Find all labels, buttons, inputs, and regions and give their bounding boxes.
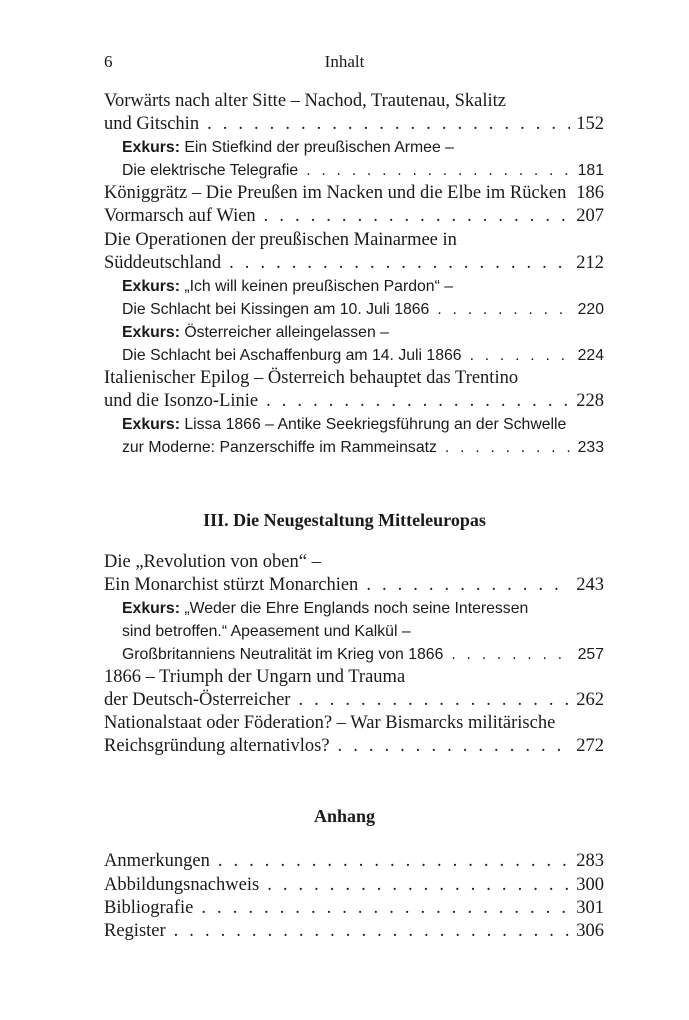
toc-page-number: 181 — [577, 162, 604, 180]
toc-page-number: 152 — [576, 114, 604, 135]
leader-dots — [207, 113, 570, 136]
toc-entry-title-end: Süddeutschland — [104, 253, 222, 274]
exkurs-label: Exkurs: — [122, 416, 180, 433]
toc-entry-title: Bibliografie — [104, 898, 194, 918]
toc-entry[interactable] — [104, 874, 604, 897]
leader-dots — [470, 344, 572, 367]
section-heading: III. Die Neugestaltung Mitteleuropas — [203, 510, 486, 530]
toc-entry-title-end: zur Moderne: Panzerschiffe im Rammeinsatz — [122, 439, 437, 457]
leader-dots — [267, 874, 570, 897]
toc-page-number: 228 — [576, 391, 604, 412]
toc-exkurs-entry[interactable] — [122, 136, 604, 182]
toc-page-number: 186 — [576, 183, 604, 203]
toc-exkurs-entry[interactable] — [122, 597, 604, 667]
running-head: Inhalt — [324, 52, 365, 71]
toc-entry-title: 1866 – Triumph der Ungarn und Trauma — [104, 667, 406, 687]
toc-page-number: 220 — [577, 301, 604, 319]
toc-page-number: 207 — [576, 206, 604, 226]
toc-page-number: 224 — [577, 347, 604, 365]
toc-exkurs-entry[interactable] — [122, 413, 604, 459]
toc-entry-title: Lissa 1866 – Antike Seekriegsführung an der Schwelle — [179, 416, 567, 433]
section-heading: Anhang — [313, 806, 376, 826]
leader-dots — [266, 390, 570, 413]
toc-page-number: 243 — [576, 575, 604, 596]
toc-entry-title: „Ich will keinen preußischen Pardon“ – — [179, 278, 454, 295]
leader-dots — [338, 735, 571, 758]
toc-entry[interactable] — [104, 897, 604, 920]
toc-entry-title: Vorwärts nach alter Sitte – Nachod, Trautenau, Skalitz — [104, 91, 506, 111]
leader-dots — [445, 436, 572, 459]
exkurs-label: Exkurs: — [122, 139, 180, 156]
toc-entry-title-end: und Gitschin — [104, 114, 200, 135]
toc-entry-title: Ein Stiefkind der preußischen Armee – — [179, 139, 454, 156]
toc-entry-title: Die Operationen der preußischen Mainarmee in — [104, 230, 457, 250]
page-number: 6 — [104, 52, 113, 71]
toc-entry[interactable] — [104, 551, 604, 597]
toc-entry-title-end: Reichsgründung alternativlos? — [104, 736, 330, 757]
toc-entry[interactable] — [104, 90, 604, 136]
toc-entry-title: Vormarsch auf Wien — [104, 206, 256, 226]
exkurs-label: Exkurs: — [122, 278, 180, 295]
toc-entry-title-end: der Deutsch-Österreicher — [104, 690, 291, 711]
toc-entry[interactable] — [104, 850, 604, 873]
toc-entry-title: Nationalstaat oder Föderation? – War Bismarcks militärische — [104, 713, 556, 733]
exkurs-label: Exkurs: — [122, 600, 180, 617]
toc-entry-title-mid: sind betroffen.“ Apeasement und Kalkül – — [122, 623, 411, 641]
toc-entry-title: Abbildungsnachweis — [104, 875, 260, 895]
exkurs-label: Exkurs: — [122, 324, 180, 341]
toc-entry[interactable] — [104, 205, 604, 228]
toc-entry-title: Anmerkungen — [104, 851, 210, 871]
toc-entry-title: Österreicher alleingelassen – — [179, 324, 389, 341]
toc-entry[interactable] — [104, 666, 604, 712]
toc-page-number: 262 — [576, 690, 604, 711]
leader-dots — [298, 689, 570, 712]
toc-page-number: 283 — [576, 851, 604, 871]
toc-page-number: 257 — [577, 646, 604, 664]
toc-entry-title-end: und die Isonzo-Linie — [104, 391, 259, 412]
leader-dots — [451, 643, 571, 666]
leader-dots — [306, 159, 571, 182]
leader-dots — [218, 850, 570, 873]
toc-entry[interactable] — [104, 712, 604, 758]
toc-entry-title-end: Die Schlacht bei Aschaffenburg am 14. Juli 1866 — [122, 347, 462, 365]
leader-dots — [201, 897, 570, 920]
toc-page-number: 233 — [577, 439, 604, 457]
toc-page-number: 300 — [576, 875, 604, 895]
leader-dots — [264, 205, 571, 228]
toc-entry[interactable] — [104, 229, 604, 275]
toc-entry-title-end: Großbritanniens Neutralität im Krieg von 1866 — [122, 646, 444, 664]
toc-exkurs-entry[interactable] — [122, 275, 604, 321]
toc-entry-title: „Weder die Ehre Englands noch seine Interessen — [179, 600, 529, 617]
toc-entry[interactable] — [104, 367, 604, 413]
toc-entry-title-end: Die Schlacht bei Kissingen am 10. Juli 1866 — [122, 301, 430, 319]
toc-entry-title: Register — [104, 921, 166, 941]
toc-entry-title-end: Ein Monarchist stürzt Monarchien — [104, 575, 359, 596]
toc-page-number: 212 — [576, 253, 604, 274]
toc-entry[interactable] — [104, 920, 604, 943]
toc-entry-title-end: Die elektrische Telegrafie — [122, 162, 299, 180]
toc-exkurs-entry[interactable] — [122, 321, 604, 367]
toc-entry-title: Königgrätz – Die Preußen im Nacken und die Elbe im Rücken — [104, 183, 567, 203]
toc-page-number: 306 — [576, 921, 604, 941]
leader-dots — [437, 298, 571, 321]
toc-entry-title: Italienischer Epilog – Österreich behauptet das Trentino — [104, 368, 519, 388]
toc-entry-title: Die „Revolution von oben“ – — [104, 552, 321, 572]
leader-dots — [229, 252, 570, 275]
leader-dots — [366, 574, 570, 597]
toc-page-number: 272 — [576, 736, 604, 757]
leader-dots — [174, 920, 571, 943]
toc-entry[interactable] — [104, 182, 604, 205]
toc-page-number: 301 — [576, 898, 604, 918]
